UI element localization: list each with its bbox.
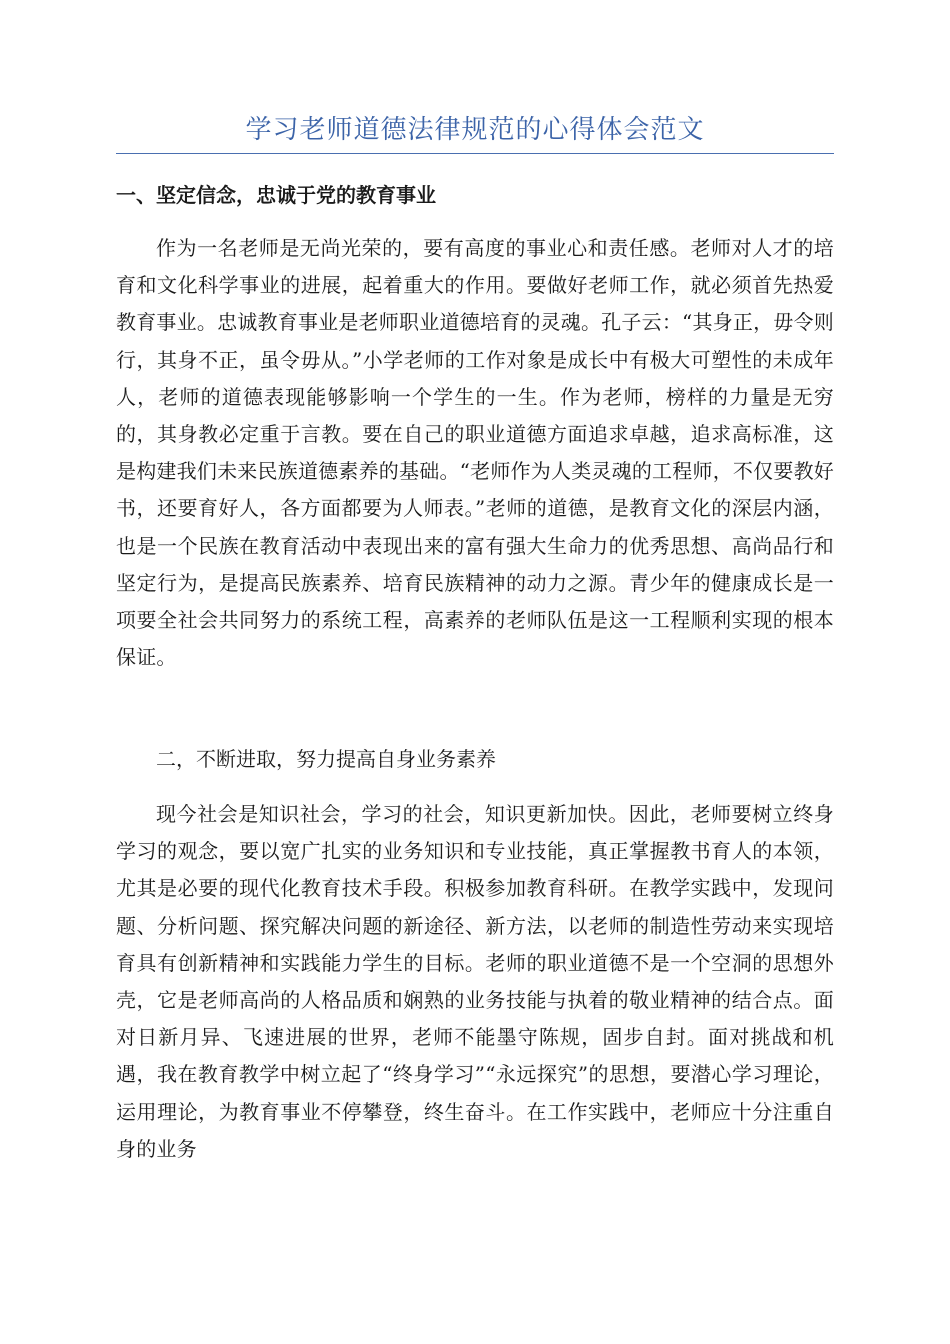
title-underline (116, 153, 834, 154)
document-title: 学习老师道德法律规范的心得体会范文 (245, 115, 705, 145)
section-1-paragraph: 作为一名老师是无尚光荣的，要有高度的事业心和责任感。老师对人才的培育和文化科学事业的进展，起着重大的作用。要做好老师工作，就必须首先热爱教育事业。忠诚教育事业是老师职业道德培育的灵魂。孔子云：“其身正，毋令则行，其身不正，虽令毋从。”小学老师的工作对象是成长中有极大可塑性的未成年人，老师的道德表现能够影响一个学生的一生。作为老师，榜样的力量是无穷的，其身教必定重于言教。要在自己的职业道德方面追求卓越，追求高标准，这是构建我们未来民族道德素养的基础。“老师作为人类灵魂的工程师，不仅要教好书，还要育好人，各方面都要为人师表。”老师的道德，是教育文化的深层内涵，也是一个民族在教育活动中表现出来的富有强大生命力的优秀思想、高尚品行和坚定行为，是提高民族素养、培育民族精神的动力之源。青少年的健康成长是一项要全社会共同努力的系统工程，高素养的老师队伍是这一工程顺利实现的根本保证。 (116, 236, 834, 670)
section-2-paragraph: 现今社会是知识社会，学习的社会，知识更新加快。因此，老师要树立终身学习的观念，要以宽广扎实的业务知识和专业技能，真正掌握教书育人的本领，尤其是必要的现代化教育技术手段。积极参加教育科研。在教学实践中，发现问题、分析问题、探究解决问题的新途径、新方法，以老师的制造性劳动来实现培育具有创新精神和实践能力学生的目标。老师的职业道德不是一个空洞的思想外壳，它是老师高尚的人格品质和娴熟的业务技能与执着的敬业精神的结合点。面对日新月异、飞速进展的世界，老师不能墨守陈规，固步自封。面对挑战和机遇，我在教育教学中树立起了“终身学习”“永远探究”的思想，要潜心学习理论，运用理论，为教育事业不停攀登，终生奋斗。在工作实践中，老师应十分注重自身的业务 (116, 802, 834, 1161)
section-heading-1: 一、坚定信念，忠诚于党的教育事业 (116, 183, 436, 207)
section-heading-2: 二，不断进取，努力提高自身业务素养 (156, 747, 496, 771)
